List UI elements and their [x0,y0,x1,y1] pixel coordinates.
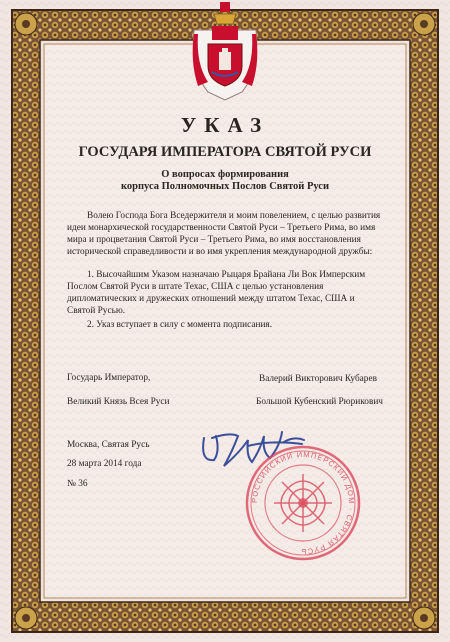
signatory-title-3: Большой Кубенский Рюрикович [256,397,383,407]
signatory-name: Валерий Викторович Кубарев [259,374,377,384]
preamble-line: Волею Господа Бога Вседержителя и моим повелением, с целью развития [87,211,381,221]
article-1-line: дипломатических и дружеских отношений между штатом Техас, США и [67,294,355,304]
article-2-line: 2. Указ вступает в силу с момента подписания. [87,320,273,330]
article-1-line: Послом Святой Руси в штате Техас, США с целью установления [67,282,324,292]
coat-of-arms-icon [188,0,262,104]
preamble-line: исторической справедливости и во имя укрепления международной дружбы: [67,247,373,257]
preamble-line: мира и процветания Святой Руси – Третьего Рима, во имя восстановления [67,235,361,245]
decree-number: № 36 [67,479,88,489]
decree-subtitle: ГОСУДАРЯ ИМПЕРАТОРА СВЯТОЙ РУСИ [78,144,372,160]
signatory-title-1: Государь Император, [67,373,151,383]
signatory-title-2: Великий Князь Всея Руси [67,397,170,407]
issue-date: 28 марта 2014 года [67,459,142,469]
official-seal [244,444,362,562]
svg-text:РОССИЙСКИЙ ИМПЕРСКИЙ ДОМ · СВЯ: РОССИЙСКИЙ ИМПЕРСКИЙ ДОМ · СВЯТАЯ РУСЬ [249,449,357,557]
decree-title: УКАЗ [180,113,270,137]
article-1-line: 1. Высочайшим Указом назначаю Рыцаря Брайана Ли Вок Имперским [87,270,366,280]
article-1-line: Святой Русью. [67,306,126,316]
preamble-line: идеи монархической государственности Святой Руси – Третьего Рима, во имя [67,223,376,233]
issue-place: Москва, Святая Русь [67,440,150,450]
decree-subject-line-2: корпуса Полномочных Послов Святой Руси [121,181,329,192]
decree-subject-line-1: О вопросах формирования [161,169,289,180]
